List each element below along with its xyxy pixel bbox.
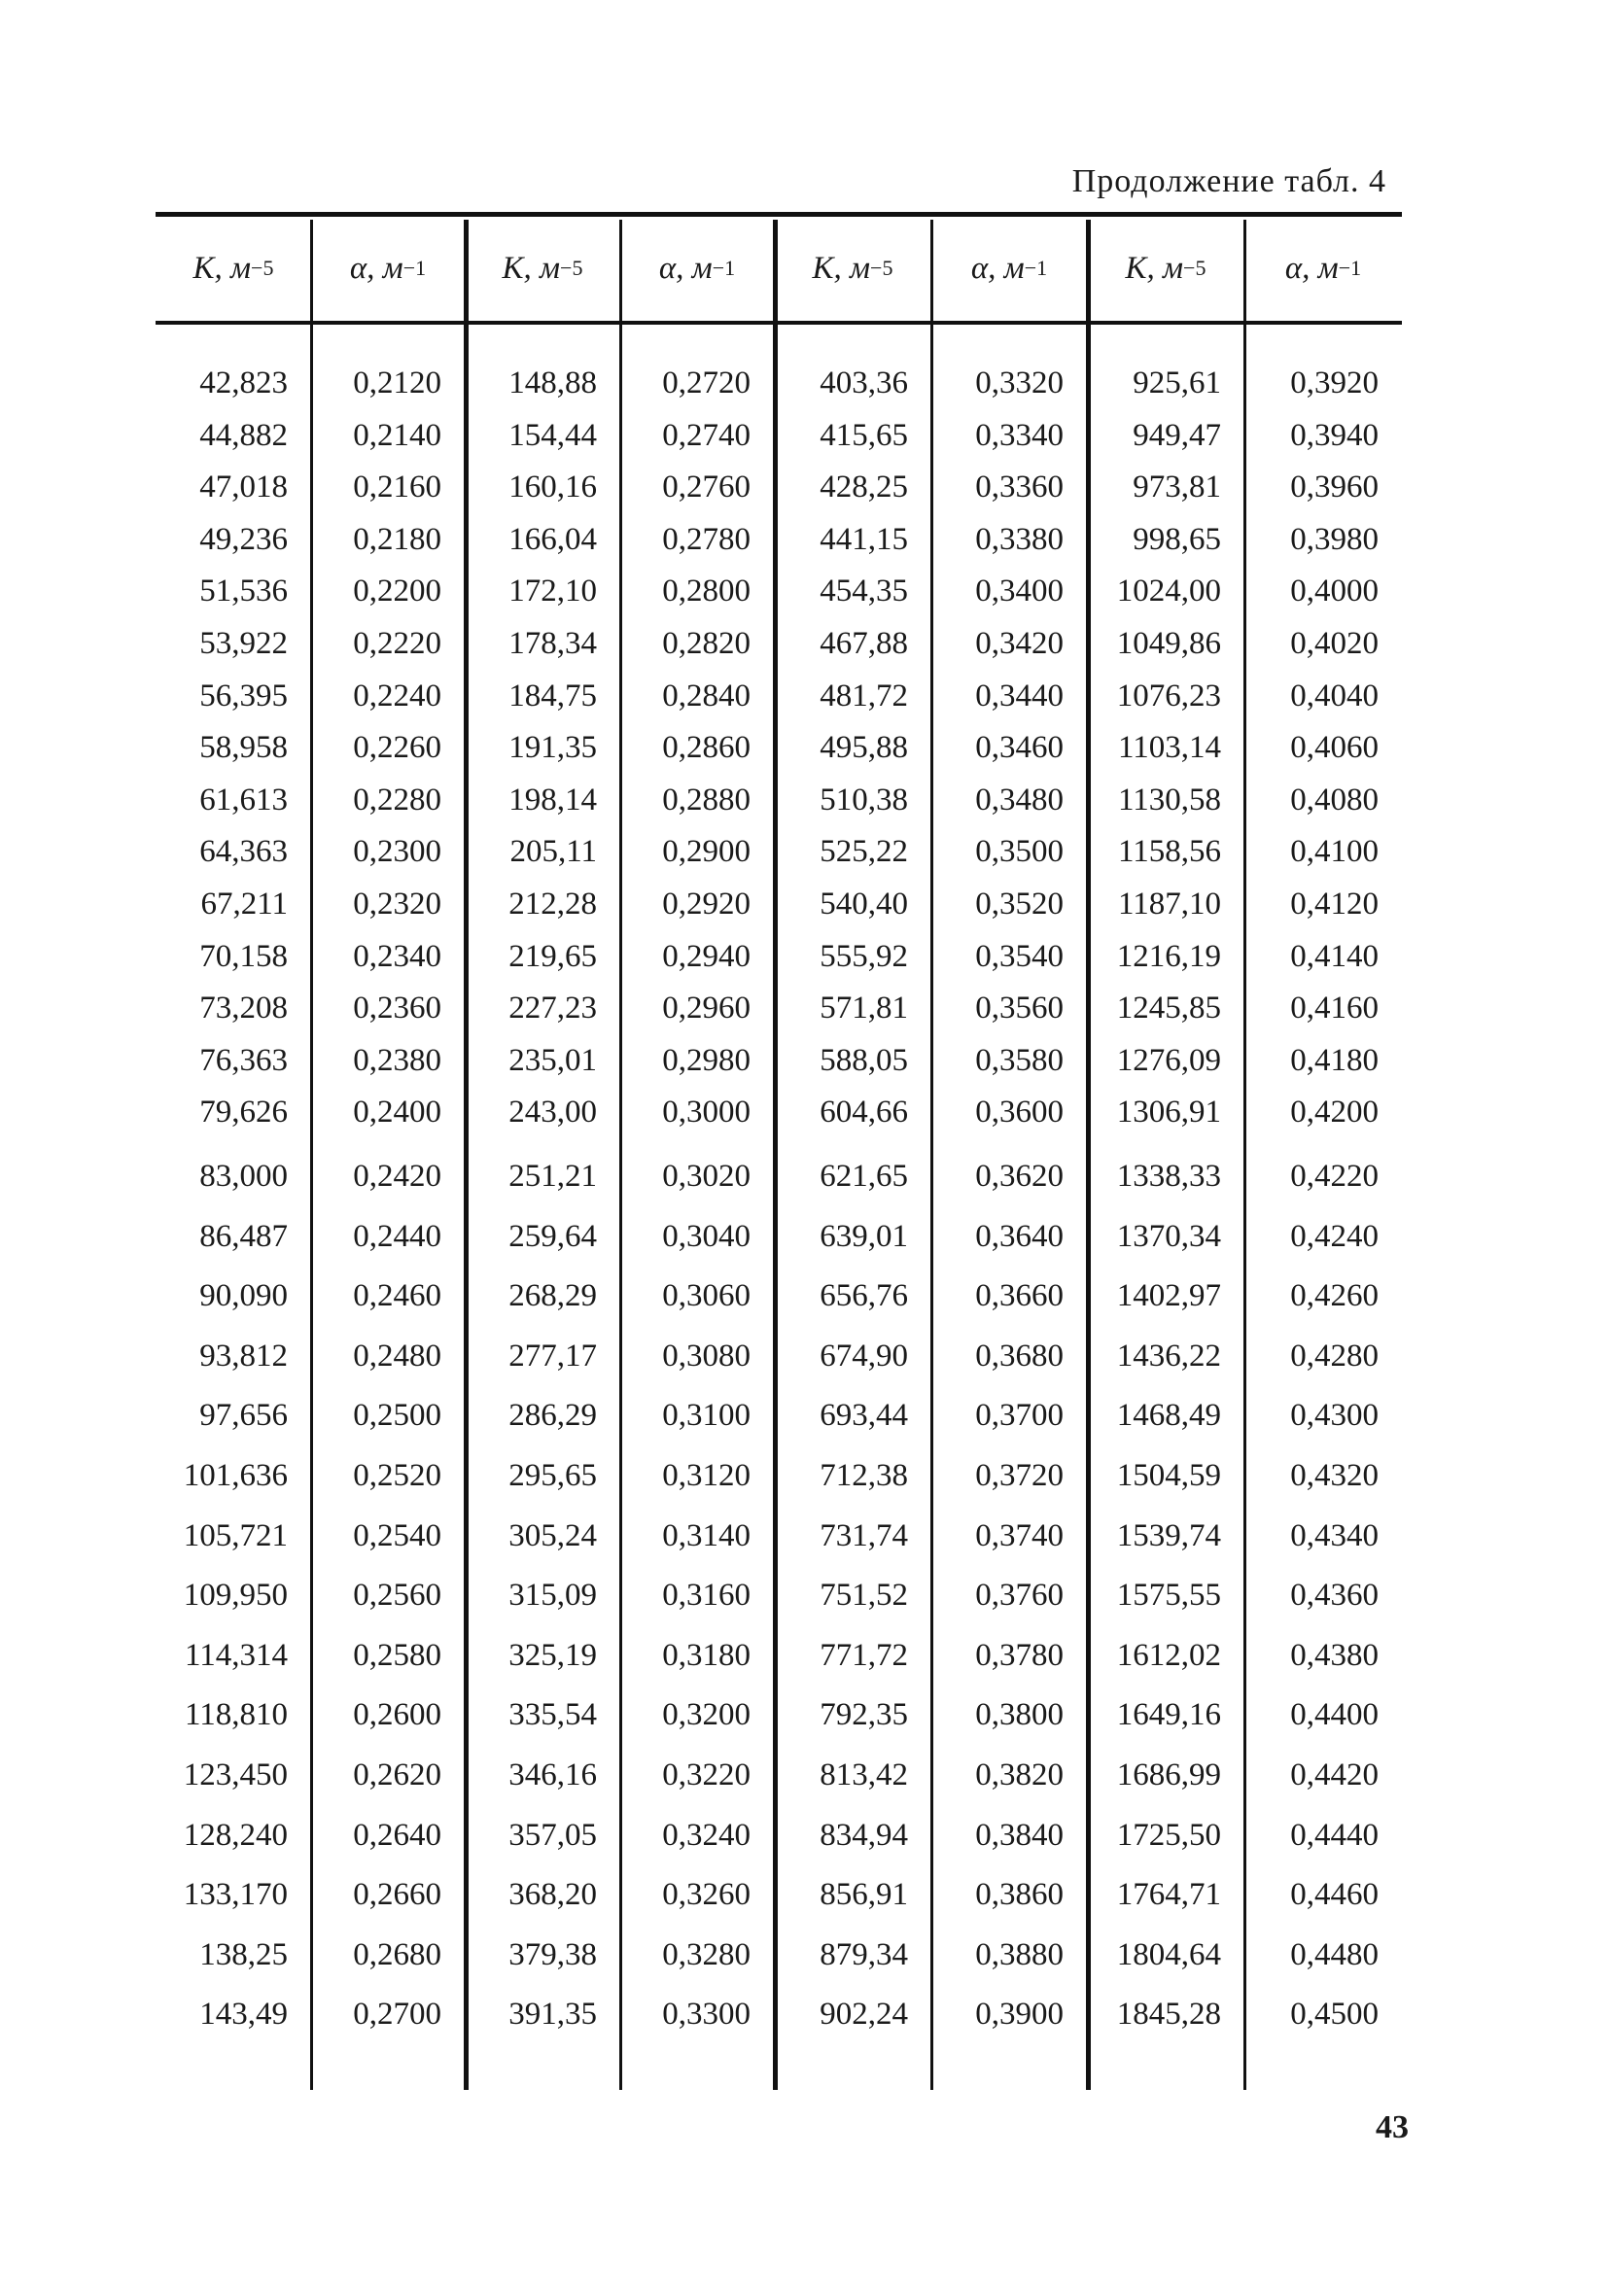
- cell-k-value: 166,04: [508, 521, 597, 557]
- cell-k-value: 925,61: [1133, 365, 1221, 400]
- cell-alpha-value: 0,3020: [662, 1159, 751, 1194]
- cell-k-value: 1370,34: [1116, 1218, 1221, 1254]
- column-header-k: [774, 216, 931, 321]
- cell-k-value: 621,65: [820, 1159, 908, 1194]
- cell-alpha-value: 0,3560: [975, 991, 1064, 1026]
- cell-alpha-value: 0,3160: [662, 1578, 751, 1614]
- cell-k-value: 148,88: [508, 365, 597, 400]
- cell-k-value: 510,38: [820, 782, 908, 818]
- cell-alpha-value: 0,2820: [662, 626, 751, 661]
- cell-k-value: 1804,64: [1116, 1936, 1221, 1972]
- cell-k-value: 219,65: [508, 938, 597, 974]
- cell-k-value: 1436,22: [1116, 1338, 1221, 1374]
- header-label: α, м: [1284, 250, 1339, 286]
- cell-k-value: 101,636: [183, 1458, 288, 1493]
- header-label: К, м: [192, 250, 252, 286]
- cell-k-value: 286,29: [508, 1398, 597, 1434]
- cell-k-value: 346,16: [508, 1757, 597, 1792]
- cell-k-value: 76,363: [199, 1042, 288, 1078]
- cell-k-value: 1276,09: [1116, 1042, 1221, 1078]
- cell-k-value: 118,810: [184, 1697, 288, 1733]
- cell-k-value: 415,65: [820, 417, 908, 453]
- cell-alpha-value: 0,2200: [353, 574, 441, 609]
- cell-alpha-value: 0,2180: [353, 521, 441, 557]
- cell-k-value: 133,170: [183, 1877, 288, 1913]
- header-exponent: −5: [251, 256, 274, 280]
- cell-k-value: 834,94: [820, 1817, 908, 1853]
- cell-alpha-value: 0,2960: [662, 991, 751, 1026]
- cell-k-value: 1504,59: [1116, 1458, 1221, 1493]
- cell-alpha-value: 0,3200: [662, 1697, 751, 1733]
- cell-alpha-value: 0,3520: [975, 887, 1064, 922]
- cell-k-value: 1725,50: [1116, 1817, 1221, 1853]
- header-exponent: −1: [402, 256, 427, 280]
- cell-k-value: 1575,55: [1116, 1578, 1221, 1614]
- cell-alpha-value: 0,4000: [1290, 574, 1379, 609]
- cell-k-value: 56,395: [199, 678, 288, 713]
- header-label: К, м: [502, 250, 561, 286]
- header-label: α, м: [970, 250, 1025, 286]
- cell-alpha-value: 0,3140: [662, 1517, 751, 1553]
- cell-alpha-value: 0,2840: [662, 678, 751, 713]
- cell-alpha-value: 0,2320: [353, 887, 441, 922]
- cell-alpha-value: 0,3780: [975, 1637, 1064, 1673]
- cell-k-value: 178,34: [508, 626, 597, 661]
- cell-alpha-value: 0,4480: [1290, 1936, 1379, 1972]
- cell-alpha-value: 0,3740: [975, 1517, 1064, 1553]
- cell-k-value: 1076,23: [1116, 678, 1221, 713]
- cell-k-value: 792,35: [820, 1697, 908, 1733]
- header-exponent: −5: [560, 256, 583, 280]
- cell-alpha-value: 0,2380: [353, 1042, 441, 1078]
- cell-alpha-value: 0,3460: [975, 730, 1064, 766]
- cell-k-value: 61,613: [199, 782, 288, 818]
- cell-alpha-value: 0,2980: [662, 1042, 751, 1078]
- table-caption: Продолжение табл. 4: [1071, 163, 1386, 199]
- cell-k-value: 138,25: [199, 1936, 288, 1972]
- cell-alpha-value: 0,2480: [353, 1338, 441, 1374]
- cell-k-value: 295,65: [508, 1458, 597, 1493]
- cell-k-value: 109,950: [183, 1578, 288, 1614]
- cell-k-value: 771,72: [820, 1637, 908, 1673]
- cell-alpha-value: 0,3900: [975, 1997, 1064, 2033]
- cell-k-value: 205,11: [509, 834, 597, 870]
- cell-alpha-value: 0,2520: [353, 1458, 441, 1493]
- cell-k-value: 1187,10: [1117, 887, 1221, 922]
- cell-k-value: 1402,97: [1116, 1278, 1221, 1314]
- cell-alpha-value: 0,3240: [662, 1817, 751, 1853]
- cell-k-value: 1306,91: [1116, 1095, 1221, 1131]
- cell-alpha-value: 0,4140: [1290, 938, 1379, 974]
- cell-alpha-value: 0,2240: [353, 678, 441, 713]
- header-exponent: −5: [1183, 256, 1206, 280]
- cell-alpha-value: 0,3600: [975, 1095, 1064, 1131]
- cell-alpha-value: 0,3700: [975, 1398, 1064, 1434]
- cell-k-value: 325,19: [508, 1637, 597, 1673]
- cell-alpha-value: 0,4420: [1290, 1757, 1379, 1792]
- cell-k-value: 128,240: [183, 1817, 288, 1853]
- cell-alpha-value: 0,4500: [1290, 1997, 1379, 2033]
- cell-k-value: 540,40: [820, 887, 908, 922]
- cell-alpha-value: 0,2880: [662, 782, 751, 818]
- cell-alpha-value: 0,3540: [975, 938, 1064, 974]
- header-label: К, м: [812, 250, 871, 286]
- cell-alpha-value: 0,4280: [1290, 1338, 1379, 1374]
- header-exponent: −1: [1338, 256, 1362, 280]
- cell-alpha-value: 0,2560: [353, 1578, 441, 1614]
- cell-k-value: 949,47: [1133, 417, 1221, 453]
- cell-alpha-value: 0,3500: [975, 834, 1064, 870]
- cell-alpha-value: 0,2860: [662, 730, 751, 766]
- cell-k-value: 184,75: [508, 678, 597, 713]
- cell-k-value: 379,38: [508, 1936, 597, 1972]
- cell-alpha-value: 0,3320: [975, 365, 1064, 400]
- cell-k-value: 441,15: [820, 521, 908, 557]
- cell-k-value: 1539,74: [1116, 1517, 1221, 1553]
- cell-k-value: 251,21: [508, 1159, 597, 1194]
- cell-alpha-value: 0,3880: [975, 1936, 1064, 1972]
- cell-alpha-value: 0,4260: [1290, 1278, 1379, 1314]
- cell-alpha-value: 0,3760: [975, 1578, 1064, 1614]
- cell-k-value: 1216,19: [1116, 938, 1221, 974]
- column-header-k: [465, 216, 620, 321]
- cell-alpha-value: 0,3620: [975, 1159, 1064, 1194]
- column-header-k: [156, 216, 311, 321]
- cell-k-value: 90,090: [199, 1278, 288, 1314]
- cell-alpha-value: 0,4380: [1290, 1637, 1379, 1673]
- cell-alpha-value: 0,4300: [1290, 1398, 1379, 1434]
- cell-k-value: 67,211: [200, 887, 288, 922]
- cell-alpha-value: 0,3220: [662, 1757, 751, 1792]
- cell-k-value: 368,20: [508, 1877, 597, 1913]
- cell-alpha-value: 0,3940: [1290, 417, 1379, 453]
- cell-alpha-value: 0,2940: [662, 938, 751, 974]
- cell-alpha-value: 0,3180: [662, 1637, 751, 1673]
- cell-alpha-value: 0,3380: [975, 521, 1064, 557]
- cell-k-value: 973,81: [1133, 470, 1221, 505]
- cell-alpha-value: 0,4100: [1290, 834, 1379, 870]
- cell-k-value: 58,958: [199, 730, 288, 766]
- cell-alpha-value: 0,2420: [353, 1159, 441, 1194]
- cell-alpha-value: 0,2720: [662, 365, 751, 400]
- cell-k-value: 305,24: [508, 1517, 597, 1553]
- cell-k-value: 70,158: [199, 938, 288, 974]
- cell-alpha-value: 0,2660: [353, 1877, 441, 1913]
- cell-alpha-value: 0,3400: [975, 574, 1064, 609]
- cell-k-value: 454,35: [820, 574, 908, 609]
- cell-alpha-value: 0,4240: [1290, 1218, 1379, 1254]
- cell-k-value: 879,34: [820, 1936, 908, 1972]
- cell-k-value: 403,36: [820, 365, 908, 400]
- cell-k-value: 1612,02: [1116, 1637, 1221, 1673]
- column-header-k: [1087, 216, 1244, 321]
- cell-alpha-value: 0,3040: [662, 1218, 751, 1254]
- cell-k-value: 1024,00: [1116, 574, 1221, 609]
- cell-alpha-value: 0,4020: [1290, 626, 1379, 661]
- cell-alpha-value: 0,2220: [353, 626, 441, 661]
- cell-alpha-value: 0,2680: [353, 1936, 441, 1972]
- cell-k-value: 813,42: [820, 1757, 908, 1792]
- cell-k-value: 1103,14: [1117, 730, 1221, 766]
- cell-k-value: 277,17: [508, 1338, 597, 1374]
- cell-alpha-value: 0,2540: [353, 1517, 441, 1553]
- cell-alpha-value: 0,3100: [662, 1398, 751, 1434]
- cell-k-value: 49,236: [199, 521, 288, 557]
- cell-alpha-value: 0,4060: [1290, 730, 1379, 766]
- cell-alpha-value: 0,2140: [353, 417, 441, 453]
- cell-alpha-value: 0,2400: [353, 1095, 441, 1131]
- cell-k-value: 86,487: [199, 1218, 288, 1254]
- cell-alpha-value: 0,2440: [353, 1218, 441, 1254]
- cell-alpha-value: 0,2500: [353, 1398, 441, 1434]
- cell-alpha-value: 0,3960: [1290, 470, 1379, 505]
- cell-k-value: 693,44: [820, 1398, 908, 1434]
- cell-k-value: 97,656: [199, 1398, 288, 1434]
- cell-k-value: 79,626: [199, 1095, 288, 1131]
- cell-k-value: 42,823: [199, 365, 288, 400]
- cell-alpha-value: 0,2120: [353, 365, 441, 400]
- cell-k-value: 259,64: [508, 1218, 597, 1254]
- cell-k-value: 53,922: [199, 626, 288, 661]
- table-header-rule: [156, 321, 1402, 325]
- cell-alpha-value: 0,3820: [975, 1757, 1064, 1792]
- cell-alpha-value: 0,4120: [1290, 887, 1379, 922]
- cell-alpha-value: 0,3300: [662, 1997, 751, 2033]
- page-number: 43: [1376, 2109, 1409, 2145]
- cell-alpha-value: 0,3800: [975, 1697, 1064, 1733]
- cell-alpha-value: 0,2740: [662, 417, 751, 453]
- cell-k-value: 1845,28: [1116, 1997, 1221, 2033]
- cell-alpha-value: 0,3340: [975, 417, 1064, 453]
- cell-k-value: 467,88: [820, 626, 908, 661]
- cell-alpha-value: 0,2340: [353, 938, 441, 974]
- header-exponent: −1: [1024, 256, 1048, 280]
- column-header-alpha: [1244, 216, 1402, 321]
- cell-k-value: 143,49: [199, 1997, 288, 2033]
- cell-k-value: 212,28: [508, 887, 597, 922]
- cell-alpha-value: 0,2460: [353, 1278, 441, 1314]
- cell-k-value: 44,882: [199, 417, 288, 453]
- cell-alpha-value: 0,2280: [353, 782, 441, 818]
- cell-alpha-value: 0,4320: [1290, 1458, 1379, 1493]
- cell-k-value: 191,35: [508, 730, 597, 766]
- cell-k-value: 160,16: [508, 470, 597, 505]
- cell-k-value: 123,450: [183, 1757, 288, 1792]
- cell-k-value: 357,05: [508, 1817, 597, 1853]
- cell-alpha-value: 0,3420: [975, 626, 1064, 661]
- cell-k-value: 751,52: [820, 1578, 908, 1614]
- cell-alpha-value: 0,3720: [975, 1458, 1064, 1493]
- cell-alpha-value: 0,3680: [975, 1338, 1064, 1374]
- cell-k-value: 588,05: [820, 1042, 908, 1078]
- cell-k-value: 902,24: [820, 1997, 908, 2033]
- cell-k-value: 235,01: [508, 1042, 597, 1078]
- cell-k-value: 335,54: [508, 1697, 597, 1733]
- cell-k-value: 1130,58: [1117, 782, 1221, 818]
- cell-k-value: 1468,49: [1116, 1398, 1221, 1434]
- cell-alpha-value: 0,2620: [353, 1757, 441, 1792]
- cell-k-value: 712,38: [820, 1458, 908, 1493]
- cell-alpha-value: 0,2800: [662, 574, 751, 609]
- cell-k-value: 105,721: [183, 1517, 288, 1553]
- column-header-alpha: [620, 216, 774, 321]
- cell-alpha-value: 0,2300: [353, 834, 441, 870]
- cell-alpha-value: 0,3580: [975, 1042, 1064, 1078]
- cell-alpha-value: 0,4400: [1290, 1697, 1379, 1733]
- header-exponent: −1: [712, 256, 736, 280]
- cell-alpha-value: 0,3660: [975, 1278, 1064, 1314]
- header-label: α, м: [349, 250, 403, 286]
- cell-alpha-value: 0,2700: [353, 1997, 441, 2033]
- cell-k-value: 64,363: [199, 834, 288, 870]
- cell-k-value: 604,66: [820, 1095, 908, 1131]
- cell-k-value: 1338,33: [1116, 1159, 1221, 1194]
- cell-alpha-value: 0,3440: [975, 678, 1064, 713]
- cell-alpha-value: 0,3480: [975, 782, 1064, 818]
- cell-k-value: 525,22: [820, 834, 908, 870]
- cell-alpha-value: 0,3980: [1290, 521, 1379, 557]
- cell-k-value: 198,14: [508, 782, 597, 818]
- cell-k-value: 555,92: [820, 938, 908, 974]
- cell-k-value: 83,000: [199, 1159, 288, 1194]
- cell-alpha-value: 0,4340: [1290, 1517, 1379, 1553]
- cell-k-value: 639,01: [820, 1218, 908, 1254]
- header-label: α, м: [658, 250, 713, 286]
- cell-alpha-value: 0,4080: [1290, 782, 1379, 818]
- cell-alpha-value: 0,3860: [975, 1877, 1064, 1913]
- cell-alpha-value: 0,3280: [662, 1936, 751, 1972]
- cell-k-value: 428,25: [820, 470, 908, 505]
- column-header-alpha: [931, 216, 1087, 321]
- cell-alpha-value: 0,3920: [1290, 365, 1379, 400]
- cell-k-value: 1764,71: [1116, 1877, 1221, 1913]
- cell-k-value: 1686,99: [1116, 1757, 1221, 1792]
- cell-k-value: 856,91: [820, 1877, 908, 1913]
- cell-k-value: 656,76: [820, 1278, 908, 1314]
- cell-k-value: 571,81: [820, 991, 908, 1026]
- cell-alpha-value: 0,4160: [1290, 991, 1379, 1026]
- cell-k-value: 731,74: [820, 1517, 908, 1553]
- cell-alpha-value: 0,4200: [1290, 1095, 1379, 1131]
- cell-alpha-value: 0,2260: [353, 730, 441, 766]
- cell-alpha-value: 0,4360: [1290, 1578, 1379, 1614]
- cell-k-value: 391,35: [508, 1997, 597, 2033]
- cell-k-value: 481,72: [820, 678, 908, 713]
- cell-alpha-value: 0,2920: [662, 887, 751, 922]
- cell-k-value: 172,10: [508, 574, 597, 609]
- cell-k-value: 1649,16: [1116, 1697, 1221, 1733]
- cell-alpha-value: 0,2760: [662, 470, 751, 505]
- cell-k-value: 243,00: [508, 1095, 597, 1131]
- header-label: К, м: [1125, 250, 1184, 286]
- cell-alpha-value: 0,3360: [975, 470, 1064, 505]
- cell-k-value: 47,018: [199, 470, 288, 505]
- cell-k-value: 51,536: [199, 574, 288, 609]
- cell-k-value: 227,23: [508, 991, 597, 1026]
- cell-alpha-value: 0,3120: [662, 1458, 751, 1493]
- cell-alpha-value: 0,2640: [353, 1817, 441, 1853]
- cell-k-value: 1245,85: [1116, 991, 1221, 1026]
- cell-alpha-value: 0,4460: [1290, 1877, 1379, 1913]
- cell-alpha-value: 0,4220: [1290, 1159, 1379, 1194]
- cell-alpha-value: 0,3060: [662, 1278, 751, 1314]
- cell-k-value: 114,314: [184, 1637, 288, 1673]
- cell-k-value: 154,44: [508, 417, 597, 453]
- cell-alpha-value: 0,3080: [662, 1338, 751, 1374]
- cell-k-value: 1049,86: [1116, 626, 1221, 661]
- cell-alpha-value: 0,2160: [353, 470, 441, 505]
- cell-k-value: 73,208: [199, 991, 288, 1026]
- cell-alpha-value: 0,4040: [1290, 678, 1379, 713]
- cell-alpha-value: 0,2900: [662, 834, 751, 870]
- cell-k-value: 315,09: [508, 1578, 597, 1614]
- cell-alpha-value: 0,2360: [353, 991, 441, 1026]
- cell-k-value: 268,29: [508, 1278, 597, 1314]
- header-exponent: −5: [870, 256, 893, 280]
- cell-k-value: 93,812: [199, 1338, 288, 1374]
- cell-k-value: 495,88: [820, 730, 908, 766]
- cell-alpha-value: 0,4440: [1290, 1817, 1379, 1853]
- cell-alpha-value: 0,3000: [662, 1095, 751, 1131]
- cell-alpha-value: 0,2780: [662, 521, 751, 557]
- cell-alpha-value: 0,3260: [662, 1877, 751, 1913]
- cell-alpha-value: 0,2580: [353, 1637, 441, 1673]
- cell-k-value: 998,65: [1133, 521, 1221, 557]
- column-header-alpha: [311, 216, 465, 321]
- cell-k-value: 674,90: [820, 1338, 908, 1374]
- cell-k-value: 1158,56: [1117, 834, 1221, 870]
- cell-alpha-value: 0,4180: [1290, 1042, 1379, 1078]
- cell-alpha-value: 0,3640: [975, 1218, 1064, 1254]
- cell-alpha-value: 0,2600: [353, 1697, 441, 1733]
- cell-alpha-value: 0,3840: [975, 1817, 1064, 1853]
